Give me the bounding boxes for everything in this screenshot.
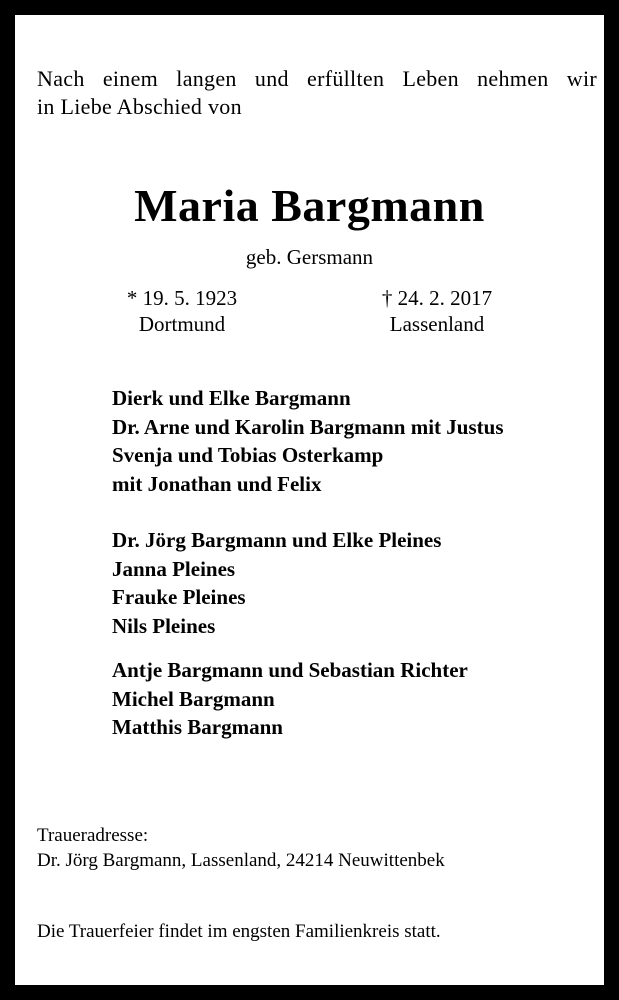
intro-line-1: Nach einem langen und erfüllten Leben nehmen wir bbox=[37, 66, 597, 91]
birth-info bbox=[107, 285, 257, 337]
mourner-line: mit Jonathan und Felix bbox=[112, 471, 322, 496]
birth-place: Dortmund bbox=[138, 312, 226, 336]
death-place: Lassenland bbox=[389, 312, 485, 336]
mourner-line: Svenja und Tobias Osterkamp bbox=[112, 443, 384, 467]
mourning-address-text: Dr. Jörg Bargmann, Lassenland, 24214 Neuwittenbek bbox=[37, 850, 445, 871]
mourners-group-3 bbox=[112, 656, 468, 742]
mourner-line: Michel Bargmann bbox=[112, 686, 275, 711]
mourners-group-1 bbox=[112, 384, 504, 498]
mourner-line: Dr. Jörg Bargmann und Elke Pleines bbox=[112, 528, 442, 552]
intro-text bbox=[37, 65, 597, 121]
funeral-note: Die Trauerfeier findet im engsten Familienkreis statt. bbox=[37, 921, 441, 942]
mourner-line: Dr. Arne und Karolin Bargmann mit Justus bbox=[112, 414, 504, 439]
intro-line-2: in Liebe Abschied von bbox=[37, 94, 242, 119]
mourners-group-2 bbox=[112, 526, 441, 640]
death-date: † 24. 2. 2017 bbox=[381, 286, 493, 310]
mourning-address-label: Traueradresse: bbox=[37, 825, 149, 846]
mourner-line: Nils Pleines bbox=[112, 613, 216, 638]
deceased-name: Maria Bargmann bbox=[134, 180, 485, 231]
birth-name: geb. Gersmann bbox=[245, 245, 374, 269]
mourner-line: Janna Pleines bbox=[112, 556, 236, 581]
mourner-line: Antje Bargmann und Sebastian Richter bbox=[112, 658, 468, 682]
mourner-line: Matthis Bargmann bbox=[112, 715, 283, 739]
mourner-line: Frauke Pleines bbox=[112, 585, 246, 609]
mourning-address bbox=[37, 823, 445, 873]
birth-date: * 19. 5. 1923 bbox=[126, 286, 238, 310]
mourner-line: Dierk und Elke Bargmann bbox=[112, 386, 351, 410]
death-info bbox=[362, 285, 512, 337]
